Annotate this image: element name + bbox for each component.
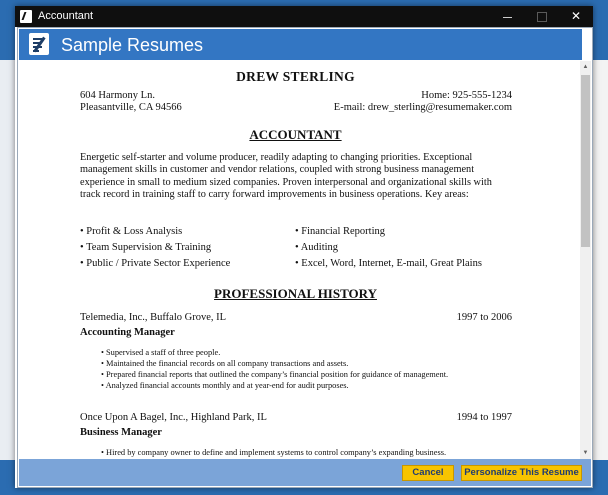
objective-title: ACCOUNTANT [249, 127, 342, 142]
job-bullet: • Maintained the financial records on all company transactions and assets. [101, 359, 349, 368]
job-bullet: • Hired by company owner to define and implement systems to control company’s expanding business. [101, 448, 447, 457]
background-app-left [0, 60, 16, 460]
cancel-button[interactable]: Cancel [402, 465, 454, 481]
accountant-dialog [15, 6, 593, 488]
email: E-mail: drew_sterling@resumemaker.com [333, 102, 512, 113]
minimize-button[interactable] [491, 6, 525, 27]
close-button[interactable] [559, 6, 593, 27]
key-area-item: • Auditing [295, 242, 339, 253]
background-app-right [593, 60, 608, 460]
personalize-resume-button[interactable]: Personalize This Resume [461, 465, 582, 481]
close-icon: ✕ [570, 9, 582, 23]
vertical-scrollbar[interactable] [580, 61, 591, 459]
summary-paragraph: Energetic self-starter and volume producer, readily adapting to changing priorities. Exceptional management skills in customer and vendor relations, coupled with strong business management experience in small to medium sized companies. Proven interpersonal and organizational skills with track record in training staff to carry forward improvements in business operations. Key areas: [80, 152, 492, 200]
app-icon [20, 10, 32, 23]
maximize-button[interactable] [525, 6, 559, 27]
address-line-2: Pleasantville, CA 94566 [80, 102, 182, 113]
resume-name: DREW STERLING [236, 69, 355, 84]
resume-edit-icon [29, 33, 49, 55]
job-company: Once Upon A Bagel, Inc., Highland Park, IL [80, 412, 267, 423]
title-bar[interactable] [15, 6, 593, 27]
job-bullet: • Prepared financial reports that outlined the company’s financial position for guidance of management. [101, 370, 449, 379]
window-title: Accountant [38, 10, 94, 22]
history-title: PROFESSIONAL HISTORY [214, 286, 377, 301]
header-bar [19, 29, 582, 60]
job-company: Telemedia, Inc., Buffalo Grove, IL [80, 312, 227, 323]
address-line-1: 604 Harmony Ln. [80, 90, 155, 101]
key-area-item: • Financial Reporting [295, 226, 385, 237]
scroll-up-icon[interactable]: ▲ [582, 64, 589, 70]
maximize-icon [537, 12, 547, 22]
key-area-item: • Public / Private Sector Experience [80, 258, 231, 269]
job-dates: 1997 to 2006 [456, 312, 512, 323]
phone: Home: 925-555-1234 [421, 90, 512, 101]
scroll-thumb[interactable] [581, 75, 590, 247]
resume-document[interactable] [19, 61, 579, 459]
job-dates: 1994 to 1997 [456, 412, 512, 423]
job-role: Business Manager [80, 427, 162, 438]
key-area-item: • Excel, Word, Internet, E-mail, Great Plains [295, 258, 482, 269]
key-area-item: • Profit & Loss Analysis [80, 226, 183, 237]
content-frame [17, 27, 593, 488]
job-role: Accounting Manager [80, 327, 175, 338]
job-bullet: • Supervised a staff of three people. [101, 348, 221, 357]
header-title: Sample Resumes [61, 35, 204, 55]
minimize-icon [503, 17, 512, 18]
scroll-down-icon[interactable]: ▼ [582, 450, 589, 456]
job-bullet: • Analyzed financial accounts monthly and at year-end for audit purposes. [101, 381, 349, 390]
footer-bar [19, 459, 591, 486]
key-area-item: • Team Supervision & Training [80, 242, 212, 253]
